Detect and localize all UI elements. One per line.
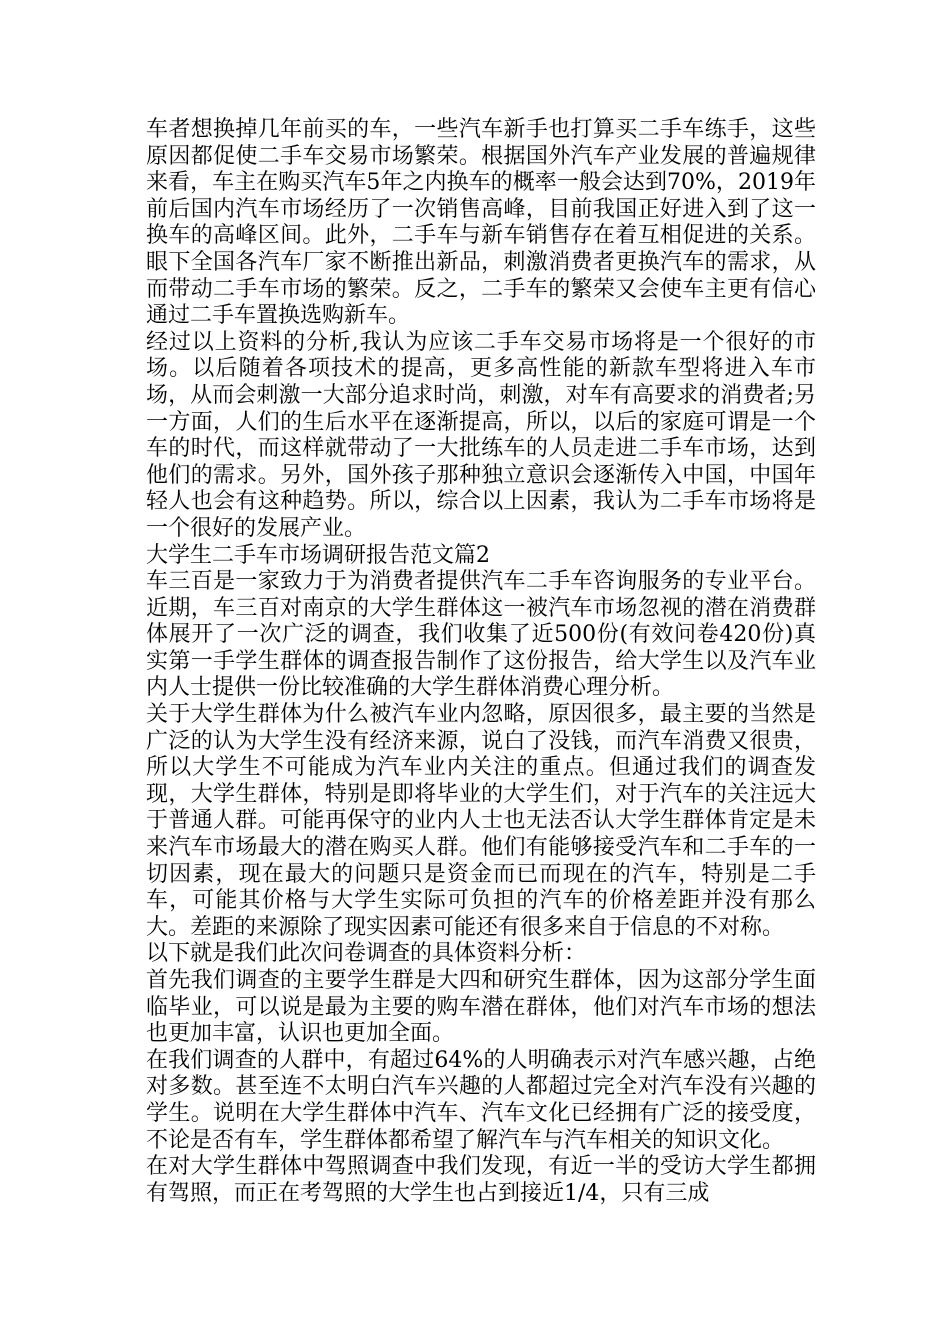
paragraph-license-stat: 在对大学生群体中驾照调查中我们发现，有近一半的受访大学生都拥有驾照，而正在考驾照的大学生也占到接近1/4，只有三成 <box>146 1154 816 1206</box>
paragraph-survey-lead: 以下就是我们此次问卷调查的具体资料分析： <box>146 941 587 967</box>
paragraph-survey-subjects: 首先我们调查的主要学生群是大四和研究生群体，因为这部分学生面临毕业，可以说是最为主要的购车潜在群体，他们对汽车市场的想法也更加丰富，认识也更加全面。 <box>146 968 816 1047</box>
paragraph-interest-stat: 在我们调查的人群中，有超过64%的人明确表示对汽车感兴趣，占绝对多数。甚至连不太明白汽车兴趣的人都超过完全对汽车没有兴趣的学生。说明在大学生群体中汽车、汽车文化已经拥有广泛的接受度，不论是否有车，学生群体都希望了解汽车与汽车相关的知识文化。 <box>146 1047 816 1153</box>
paragraph-analysis-conclusion: 经过以上资料的分析,我认为应该二手车交易市场将是一个很好的市场。以后随着各项技术的提高，更多高性能的新款车型将进入车市场，从而会刺激一大部分追求时尚，刺激，对车有高要求的消费者;另一方面，人们的生后水平在逐渐提高，所以，以后的家庭可谓是一个车的时代，而这样就带动了一大批练车的人员走进二手车市场，达到他们的需求。另外，国外孩子那种独立意识会逐渐传入中国，中国年轻人也会有这种趋势。所以，综合以上因素，我认为二手车市场将是一个很好的发展产业。 <box>146 329 816 541</box>
paragraph-student-group: 关于大学生群体为什么被汽车业内忽略，原因很多，最主要的当然是广泛的认为大学生没有经济来源，说白了没钱，而汽车消费又很贵，所以大学生不可能成为汽车业内关注的重点。但通过我们的调查发现，大学生群体，特别是即将毕业的大学生们，对于汽车的关注远大于普通人群。可能再保守的业内人士也无法否认大学生群体肯定是未来汽车市场最大的潜在购买人群。他们有能够接受汽车和二手车的一切因素，现在最大的问题只是资金而已而现在的汽车，特别是二手车，可能其价格与大学生实际可负担的汽车的价格差距并没有那么大。差距的来源除了现实因素可能还有很多来自于信息的不对称。 <box>146 702 816 940</box>
document-page <box>146 117 816 1207</box>
paragraph-platform-intro: 车三百是一家致力于为消费者提供汽车二手车咨询服务的专业平台。近期，车三百对南京的大学生群体这一被汽车市场忽视的潜在消费群体展开了一次广泛的调查，我们收集了近500份(有效问卷420份)真实第一手学生群体的调查报告制作了这份报告，给大学生以及汽车业内人士提供一份比较准确的大学生群体消费心理分析。 <box>146 569 816 701</box>
section-heading: 大学生二手车市场调研报告范文篇2 <box>146 542 490 568</box>
paragraph-market-prosperity: 车者想换掉几年前买的车，一些汽车新手也打算买二手车练手，这些原因都促使二手车交易市场繁荣。根据国外汽车产业发展的普遍规律来看，车主在购买汽车5年之内换车的概率一般会达到70%，2019年前后国内汽车市场经历了一次销售高峰，目前我国正好进入到了这一换车的高峰区间。此外，二手车与新车销售存在着互相促进的关系。眼下全国各汽车厂家不断推出新品，刺激消费者更换汽车的需求，从而带动二手车市场的繁荣。反之，二手车的繁荣又会使车主更有信心通过二手车置换选购新车。 <box>146 117 816 329</box>
